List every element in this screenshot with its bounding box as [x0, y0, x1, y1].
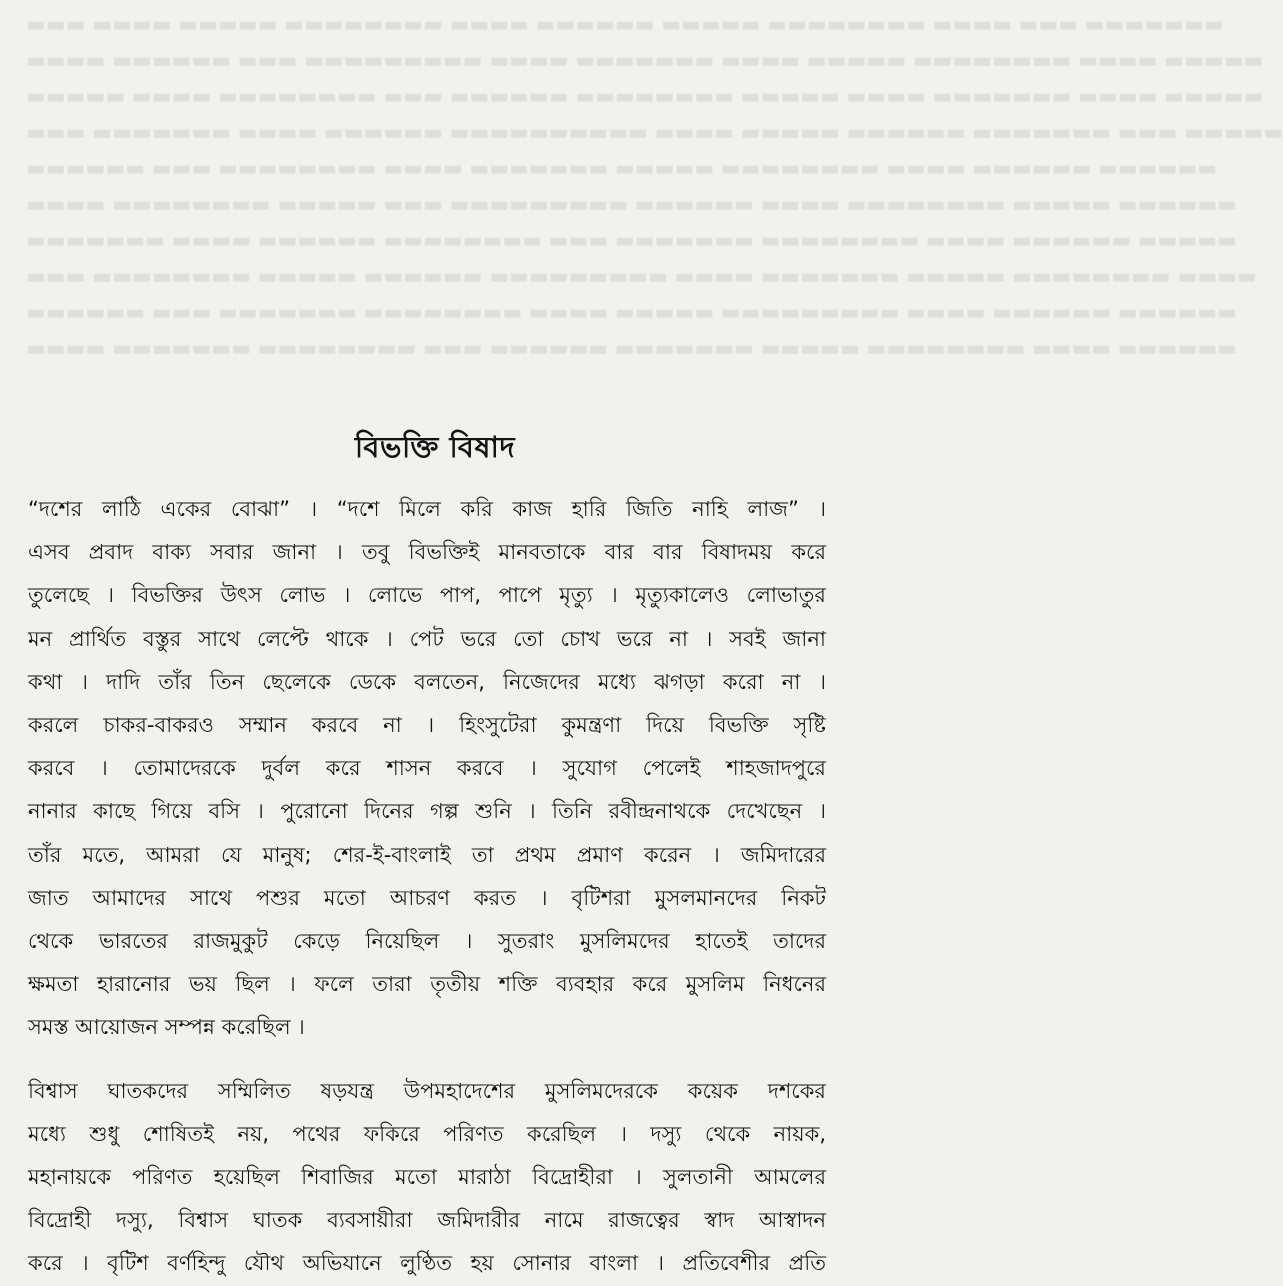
text-line: তুলেছে । বিভক্তির উৎস লোভ । লোভে পাপ, পাপে মৃত্যু । মৃত্যুকালেও লোভাতুর	[28, 583, 826, 608]
bleed-through-text: ▬▬▬ ▬▬▬▬ ▬▬▬▬▬ ▬▬▬▬▬▬▬▬ ▬▬▬▬ ▬▬▬▬▬▬ ▬▬▬▬▬ ▬▬▬▬▬▬▬▬ ▬▬▬▬ ▬▬▬ ▬▬▬▬▬▬▬ ▬▬▬▬ ▬▬▬▬▬▬ ▬▬▬ ▬▬▬▬▬▬▬▬▬ ▬▬▬▬ ▬▬▬▬▬▬▬ ▬▬▬▬ ▬▬▬▬▬ ▬▬▬▬▬▬▬▬ ▬▬▬▬ ▬▬▬▬▬ ▬▬▬▬▬ ▬▬▬▬ ▬▬▬▬▬▬▬▬ ▬▬▬ ▬▬▬▬▬▬ ▬▬▬▬▬▬▬▬ ▬▬▬▬▬ ▬▬▬▬ ▬▬▬▬▬▬▬ ▬▬▬▬ ▬▬▬▬▬ ▬▬▬ ▬▬▬▬▬▬▬ ▬▬▬▬ ▬▬▬▬▬▬ ▬▬▬▬▬▬▬▬▬▬ ▬▬▬▬ ▬▬▬▬▬ ▬▬▬▬▬▬ ▬▬▬▬▬▬▬ ▬▬▬ ▬▬▬▬▬ ▬▬▬▬▬▬ ▬▬▬ ▬▬▬▬▬▬▬▬ ▬▬▬▬ ▬▬▬▬▬▬▬ ▬▬▬▬▬ ▬▬▬▬▬▬▬▬ ▬▬▬▬ ▬▬▬▬▬▬ ▬▬▬▬▬▬ ▬▬▬▬ ▬▬▬▬▬▬▬▬ ▬▬▬▬▬ ▬▬▬ ▬▬▬▬▬▬▬▬▬ ▬▬▬▬▬▬ ▬▬▬▬ ▬▬▬▬▬▬▬▬ ▬▬▬▬▬ ▬▬▬▬▬▬ ▬▬▬▬▬▬▬ ▬▬▬▬ ▬▬▬▬▬▬ ▬▬▬▬▬▬▬▬ ▬▬▬ ▬▬▬▬▬▬▬ ▬▬▬▬▬▬▬▬ ▬▬▬▬ ▬▬▬▬▬▬ ▬▬▬▬▬ ▬▬▬ ▬▬▬▬▬▬▬▬ ▬▬▬▬▬ ▬▬▬▬▬▬ ▬▬▬▬▬▬▬▬▬ ▬▬▬▬ ▬▬▬▬▬▬▬ ▬▬▬▬▬ ▬▬▬▬▬▬▬▬ ▬▬▬▬ ▬▬▬▬▬▬ ▬▬▬ ▬▬▬▬▬▬▬ ▬▬▬▬▬▬▬▬ ▬▬▬▬ ▬▬▬▬▬ ▬▬▬▬▬▬▬▬▬ ▬▬▬▬ ▬▬▬▬▬▬ ▬▬▬▬▬▬ ▬▬▬▬ ▬▬▬▬▬▬▬ ▬▬▬▬▬▬▬▬ ▬▬▬ ▬▬▬▬▬▬ ▬▬▬▬▬▬▬ ▬▬▬▬▬ ▬▬▬▬▬▬▬▬ ▬▬▬▬ ▬▬▬▬▬▬	[26, 12, 1283, 360]
text-line: করবে । তোমাদেরকে দুর্বল করে শাসন করবে । সুযোগ পেলেই শাহজাদপুরে	[28, 756, 826, 781]
text-line: মন প্রার্থিত বস্তুর সাথে লেপ্টে থাকে । পেট ভরে তো চোখ ভরে না । সবই জানা	[28, 626, 826, 651]
text-line: “দশের লাঠি একের বোঝা” । “দশে মিলে করি কাজ হারি জিতি নাহি লাজ” ।	[28, 497, 826, 521]
paragraph-2	[28, 1070, 826, 1286]
text-line: কথা । দাদি তাঁর তিন ছেলেকে ডেকে বলতেন, নিজেদের মধ্যে ঝগড়া করো না ।	[28, 669, 826, 694]
text-line: থেকে ভারতের রাজমুকুট কেড়ে নিয়েছিল । সুতরাং মুসলিমদের হাতেই তাদের	[28, 929, 826, 954]
paragraph-1	[28, 488, 826, 1050]
text-line: করলে চাকর-বাকরও সম্মান করবে না । হিংসুটেরা কুমন্ত্রণা দিয়ে বিভক্তি সৃষ্টি	[28, 713, 826, 738]
text-line: নানার কাছে গিয়ে বসি । পুরোনো দিনের গল্প শুনি । তিনি রবীন্দ্রনাথকে দেখেছেন ।	[28, 799, 826, 824]
text-line: মহানায়কে পরিণত হয়েছিল শিবাজির মতো মারাঠা বিদ্রোহীরা । সুলতানী আমলের	[28, 1165, 826, 1190]
text-line: মধ্যে শুধু শোষিতই নয়, পথের ফকিরে পরিণত করেছিল । দস্যু থেকে নায়ক,	[28, 1121, 826, 1146]
text-line: তাঁর মতে, আমরা যে মানুষ; শের-ই-বাংলাই তা প্রথম প্রমাণ করেন । জমিদারের	[28, 842, 826, 867]
text-line: সমস্ত আয়োজন সম্পন্ন করেছিল ।	[28, 1015, 305, 1040]
chapter-body	[28, 488, 826, 1286]
text-line: ক্ষমতা হারানোর ভয় ছিল । ফলে তারা তৃতীয় শক্তি ব্যবহার করে মুসলিম নিধনের	[28, 972, 826, 997]
text-line: করে । বৃটিশ বর্ণহিন্দু যৌথ অভিযানে লুণ্ঠিত হয় সোনার বাংলা । প্রতিবেশীর প্রতি	[28, 1251, 826, 1276]
text-line: এসব প্রবাদ বাক্য সবার জানা । তবু বিভক্তিই মানবতাকে বার বার বিষাদময় করে	[28, 540, 826, 565]
text-line: জাত আমাদের সাথে পশুর মতো আচরণ করত । বৃটিশরা মুসলমানদের নিকট	[28, 885, 826, 910]
text-line: বিশ্বাস ঘাতকদের সম্মিলিত ষড়যন্ত্র উপমহাদেশের মুসলিমদেরকে কয়েক দশকের	[28, 1078, 826, 1103]
text-line: বিদ্রোহী দস্যু, বিশ্বাস ঘাতক ব্যবসায়ীরা জমিদারীর নামে রাজত্বের স্বাদ আস্বাদন	[28, 1208, 826, 1233]
chapter-title: বিভক্তি বিষাদ	[354, 430, 516, 464]
